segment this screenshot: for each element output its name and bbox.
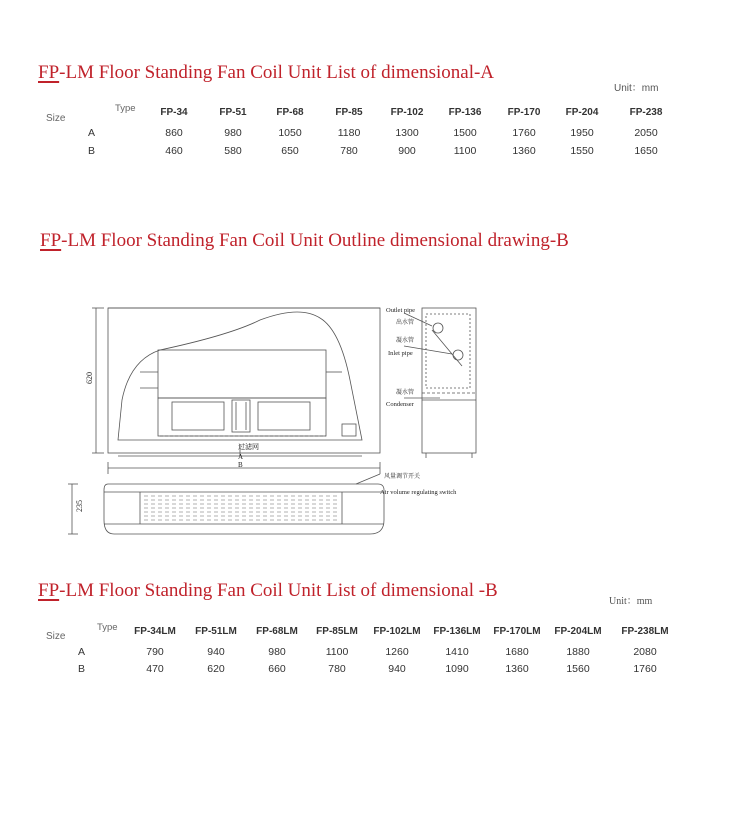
outlet-cn-label: 出水管 xyxy=(396,320,415,326)
table-cell: 780 xyxy=(328,663,346,675)
table-cell: 1300 xyxy=(395,127,419,139)
table-cell: 460 xyxy=(165,145,183,157)
column-header: FP-170 xyxy=(507,107,541,118)
table-b-type-label: Type xyxy=(97,622,118,633)
table-cell: 580 xyxy=(224,145,242,157)
column-header: FP-204LM xyxy=(554,626,602,637)
table-b-unit: Unit：mm xyxy=(609,596,653,607)
table-cell: 940 xyxy=(207,646,225,658)
inlet-pipe-circle xyxy=(453,350,463,360)
column-header: FP-238 xyxy=(629,107,663,118)
outlet-pipe-circle xyxy=(433,323,443,333)
table-cell: 1760 xyxy=(512,127,536,139)
table-cell: 1360 xyxy=(505,663,529,675)
dim-b-label: B xyxy=(238,461,243,469)
column-header: FP-34LM xyxy=(134,626,176,637)
table-cell: 860 xyxy=(165,127,183,139)
outlet-pipe-label: Outlet pipe xyxy=(386,307,416,314)
column-header: FP-85 xyxy=(335,107,363,118)
column-header: FP-51 xyxy=(219,107,247,118)
drain-cn-label: 凝水管 xyxy=(396,338,415,344)
table-a-unit: Unit：mm xyxy=(614,83,659,94)
table-cell: 660 xyxy=(268,663,286,675)
table-cell: 1410 xyxy=(445,646,469,658)
column-header: FP-51LM xyxy=(195,626,237,637)
row-label: A xyxy=(88,127,96,139)
column-header: FP-102LM xyxy=(373,626,421,637)
column-header: FP-238LM xyxy=(621,626,669,637)
row-label: B xyxy=(88,145,96,157)
column-header: FP-68 xyxy=(276,107,304,118)
height-235-label: 235 xyxy=(75,500,84,512)
table-cell: 1050 xyxy=(278,127,302,139)
table-cell: 470 xyxy=(146,663,164,675)
table-cell: 900 xyxy=(398,145,416,157)
table-cell: 940 xyxy=(388,663,406,675)
table-cell: 1560 xyxy=(566,663,590,675)
column-header: FP-136LM xyxy=(433,626,481,637)
table-cell: 2050 xyxy=(634,127,658,139)
table-cell: 790 xyxy=(146,646,164,658)
column-header: FP-204 xyxy=(565,107,599,118)
table-cell: 1950 xyxy=(570,127,594,139)
coil-housing xyxy=(158,350,326,398)
table-cell: 1680 xyxy=(505,646,529,658)
row-label: B xyxy=(78,663,86,675)
table-cell: 1100 xyxy=(325,646,349,658)
row-label: A xyxy=(78,646,86,658)
column-header: FP-170LM xyxy=(493,626,541,637)
height-620-label: 620 xyxy=(85,372,94,384)
table-cell: 1090 xyxy=(445,663,469,675)
dim-a-label: A xyxy=(238,453,244,461)
table-cell: 780 xyxy=(340,145,358,157)
switch-en-label: Air volume regulating switch xyxy=(380,489,457,496)
table-b-size-label: Size xyxy=(46,631,66,642)
cabinet-outline xyxy=(108,308,380,453)
filter-label: 过滤网 xyxy=(238,443,259,451)
inlet-pipe-label: Inlet pipe xyxy=(388,350,413,357)
table-a-type-label: Type xyxy=(115,103,136,114)
table-a-size-label: Size xyxy=(46,113,66,124)
table-cell: 980 xyxy=(268,646,286,658)
column-header: FP-68LM xyxy=(256,626,298,637)
table-a-title: FP-LM Floor Standing Fan Coil Unit List of dimensional-A xyxy=(38,62,495,83)
table-cell: 1500 xyxy=(453,127,477,139)
motor xyxy=(232,400,250,432)
condenser-label: Condenser xyxy=(386,401,414,408)
table-cell: 620 xyxy=(207,663,225,675)
table-b-title: FP-LM Floor Standing Fan Coil Unit List of dimensional -B xyxy=(38,580,498,601)
front-panel-curve xyxy=(118,312,362,440)
table-cell: 1100 xyxy=(453,145,477,157)
column-header: FP-85LM xyxy=(316,626,358,637)
condensate-cn-label: 凝水管 xyxy=(396,390,415,396)
table-cell: 1550 xyxy=(570,145,594,157)
table-cell: 980 xyxy=(224,127,242,139)
switch-cn-label: 风量调节开关 xyxy=(384,474,421,480)
column-header: FP-34 xyxy=(160,107,188,118)
column-header: FP-136 xyxy=(448,107,482,118)
table-cell: 650 xyxy=(281,145,299,157)
table-cell: 1260 xyxy=(385,646,409,658)
side-view xyxy=(422,308,476,453)
table-cell: 2080 xyxy=(633,646,657,658)
table-cell: 1360 xyxy=(512,145,536,157)
column-header: FP-102 xyxy=(390,107,424,118)
table-cell: 1760 xyxy=(633,663,657,675)
table-cell: 1650 xyxy=(634,145,658,157)
drawing-title: FP-LM Floor Standing Fan Coil Unit Outline dimensional drawing-B xyxy=(40,230,569,251)
table-cell: 1880 xyxy=(566,646,590,658)
table-cell: 1180 xyxy=(337,127,361,139)
